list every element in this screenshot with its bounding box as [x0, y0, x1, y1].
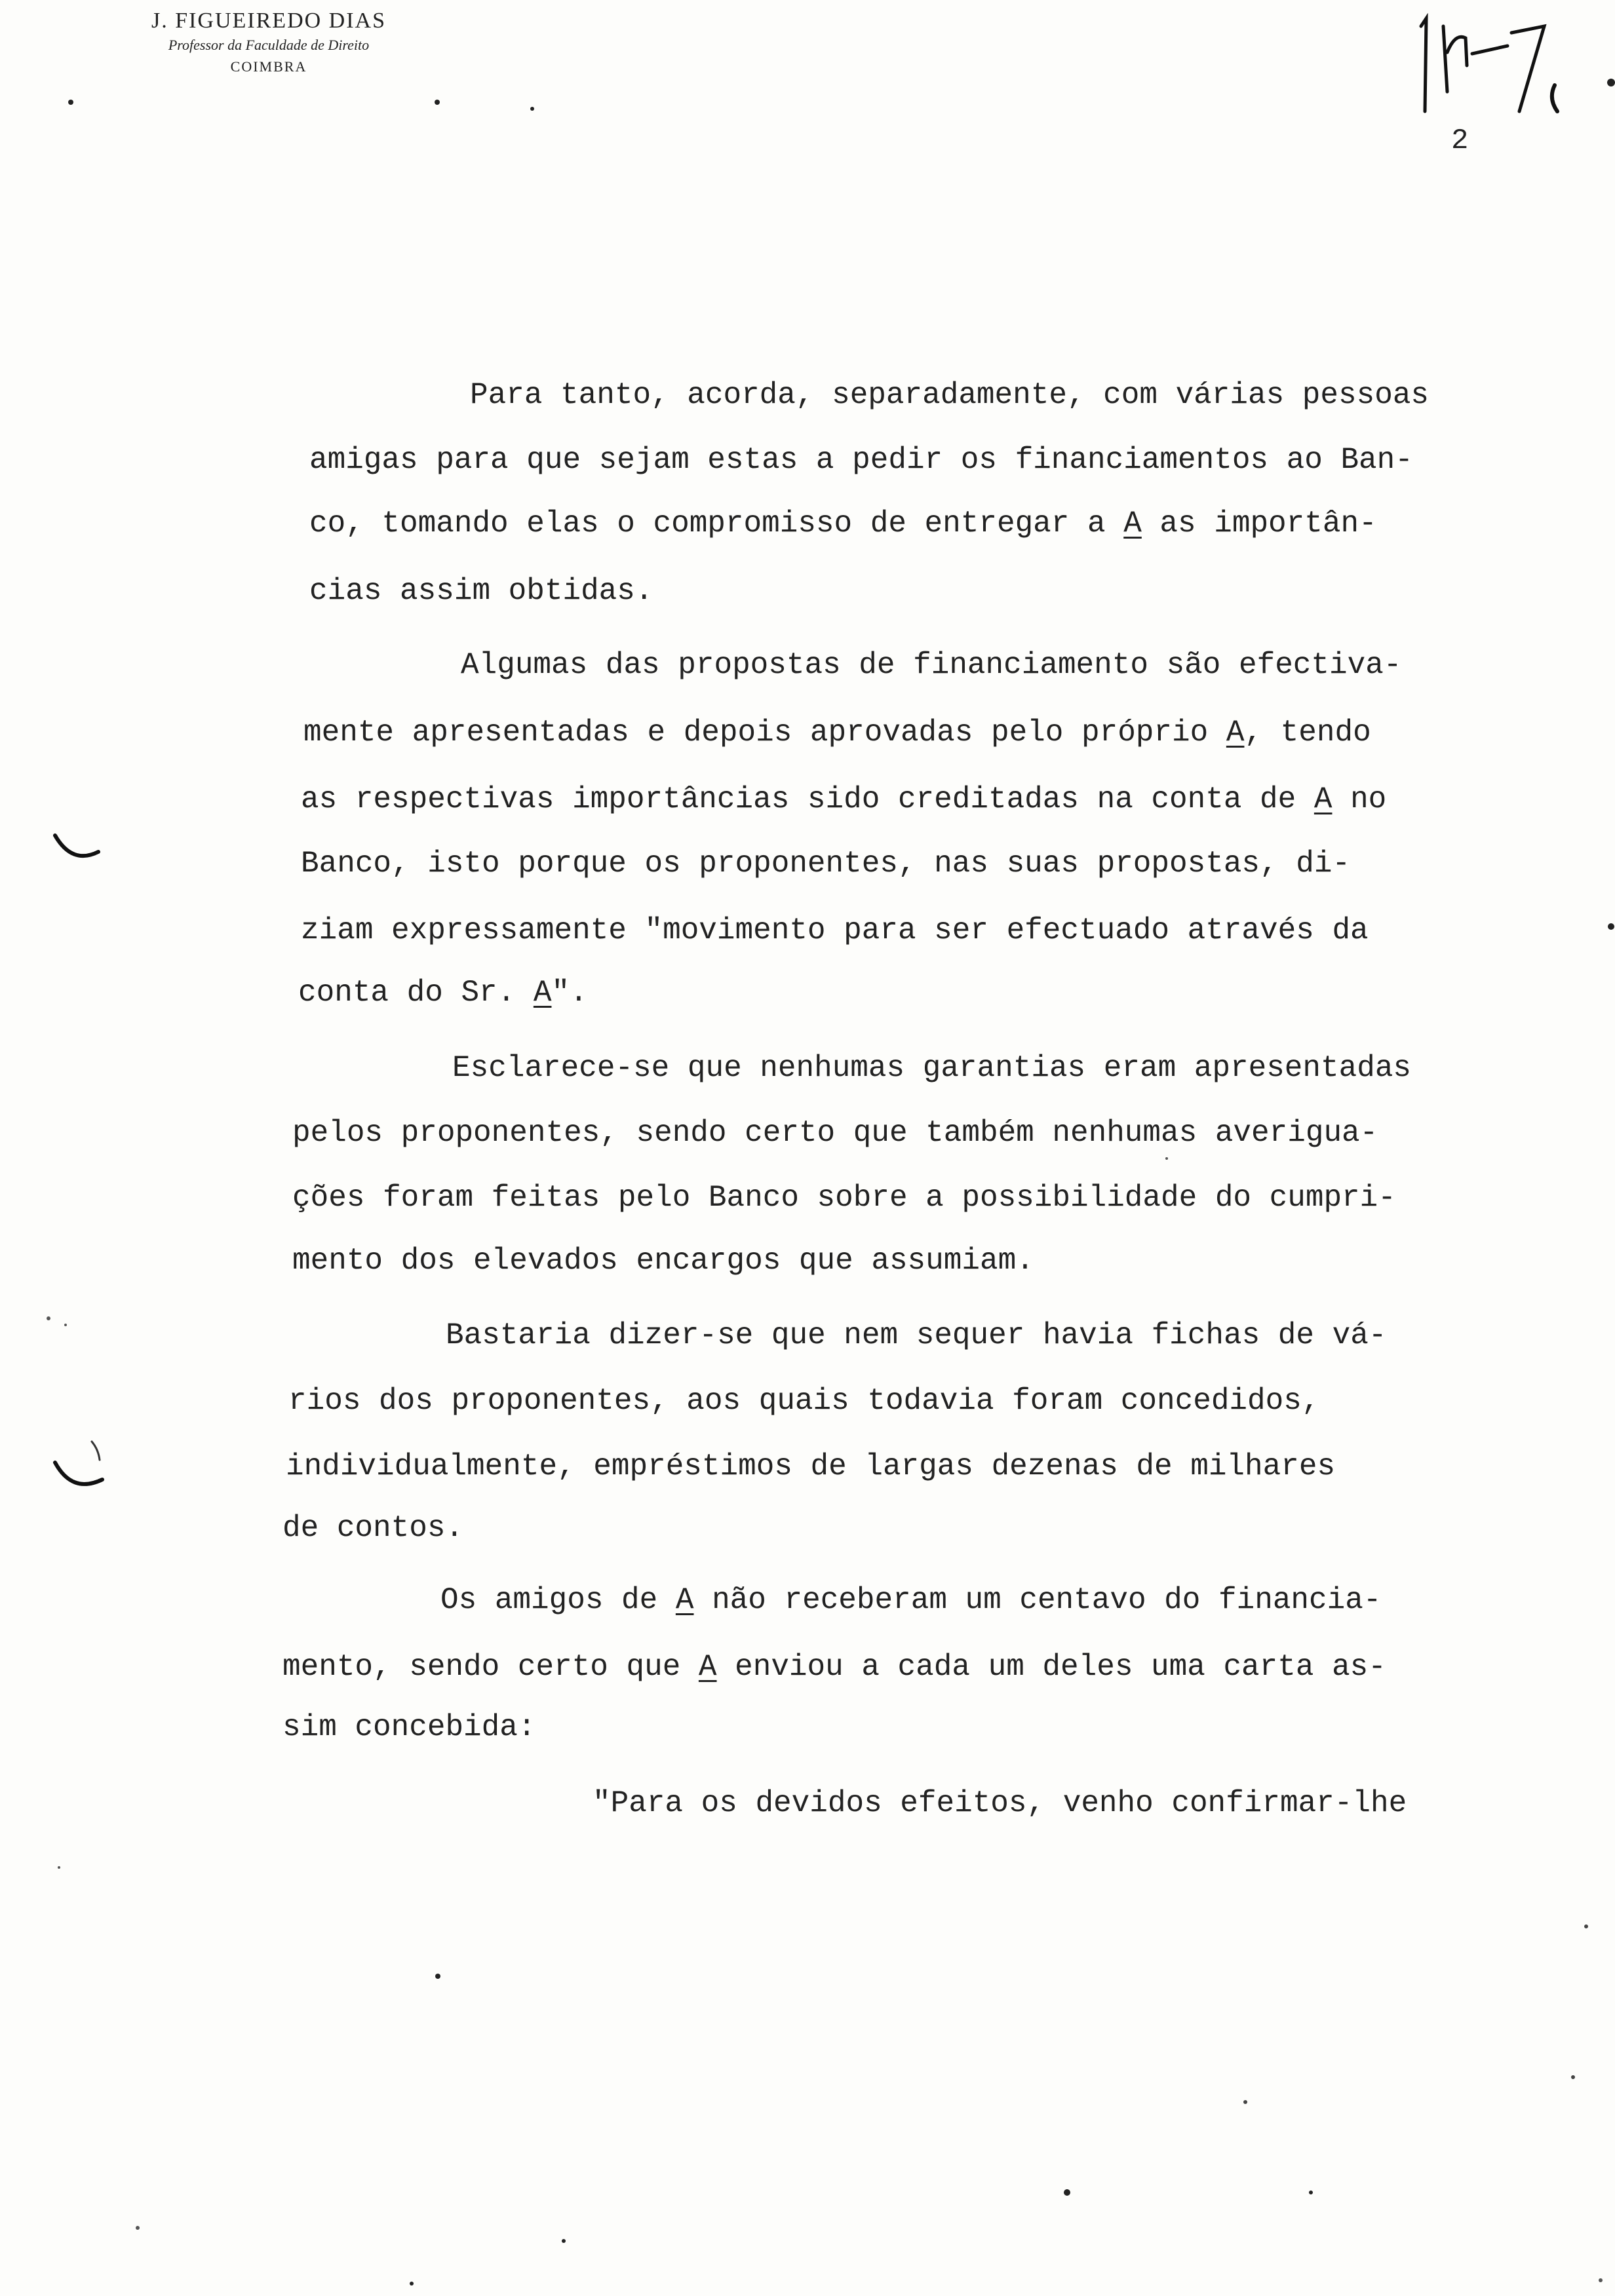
text-span-underlined: A — [698, 1650, 717, 1684]
text-span: enviou a cada um deles uma carta as- — [716, 1650, 1386, 1684]
text-span: as importân- — [1141, 507, 1377, 541]
text-span: Algumas das propostas de financiamento são efectiva- — [461, 648, 1402, 682]
text-span: mente apresentadas e depois aprovadas pelo próprio — [303, 716, 1226, 750]
text-span: Para tanto, acorda, separadamente, com várias pessoas — [470, 378, 1430, 412]
text-span: de contos. — [282, 1511, 464, 1545]
text-span-underlined: A — [675, 1583, 694, 1617]
text-span: cias assim obtidas. — [309, 574, 653, 608]
text-span-underlined: A — [1226, 716, 1245, 750]
text-span: no — [1332, 782, 1387, 816]
text-span: rios dos proponentes, aos quais todavia foram concedidos, — [288, 1384, 1320, 1418]
text-span-underlined: A — [1313, 782, 1333, 816]
text-span: as respectivas importâncias sido creditadas na conta de — [301, 782, 1314, 816]
text-span: Os amigos de — [440, 1583, 676, 1617]
text-span-underlined: A — [1123, 507, 1142, 541]
text-span: , tendo — [1244, 716, 1371, 750]
text-span: "Para os devidos efeitos, venho confirmar-lhe — [593, 1786, 1407, 1820]
letterhead-city: COIMBRA — [230, 58, 307, 75]
text-span: co, tomando elas o compromisso de entregar a — [309, 507, 1124, 541]
text-span: mento dos elevados encargos que assumiam. — [292, 1244, 1034, 1278]
letterhead-role: Professor da Faculdade de Direito — [168, 37, 370, 53]
text-span-underlined: A — [533, 976, 552, 1010]
text-span: Esclarece-se que nenhumas garantias eram apresentadas — [452, 1051, 1412, 1085]
text-span: mento, sendo certo que — [282, 1650, 699, 1684]
text-span: ziam expressamente "movimento para ser efectuado através da — [301, 913, 1369, 947]
text-span: amigas para que sejam estas a pedir os financiamentos ao Ban- — [309, 443, 1413, 477]
text-span: ções foram feitas pelo Banco sobre a possibilidade do cumpri- — [292, 1181, 1396, 1215]
text-span: pelos proponentes, sendo certo que também nenhumas averigua- — [292, 1116, 1378, 1150]
text-span: individualmente, empréstimos de largas dezenas de milhares — [286, 1449, 1336, 1483]
text-span: ". — [551, 976, 588, 1010]
text-span: não receberam um centavo do financia- — [693, 1583, 1382, 1617]
text-span: conta do Sr. — [298, 976, 534, 1010]
letterhead-name: J. FIGUEIREDO DIAS — [151, 9, 387, 33]
text-span: Banco, isto porque os proponentes, nas suas propostas, di- — [301, 847, 1351, 881]
text-span: sim concebida: — [282, 1710, 536, 1744]
page-number: 2 — [1451, 124, 1469, 157]
text-span: Bastaria dizer-se que nem sequer havia fichas de vá- — [446, 1318, 1387, 1352]
